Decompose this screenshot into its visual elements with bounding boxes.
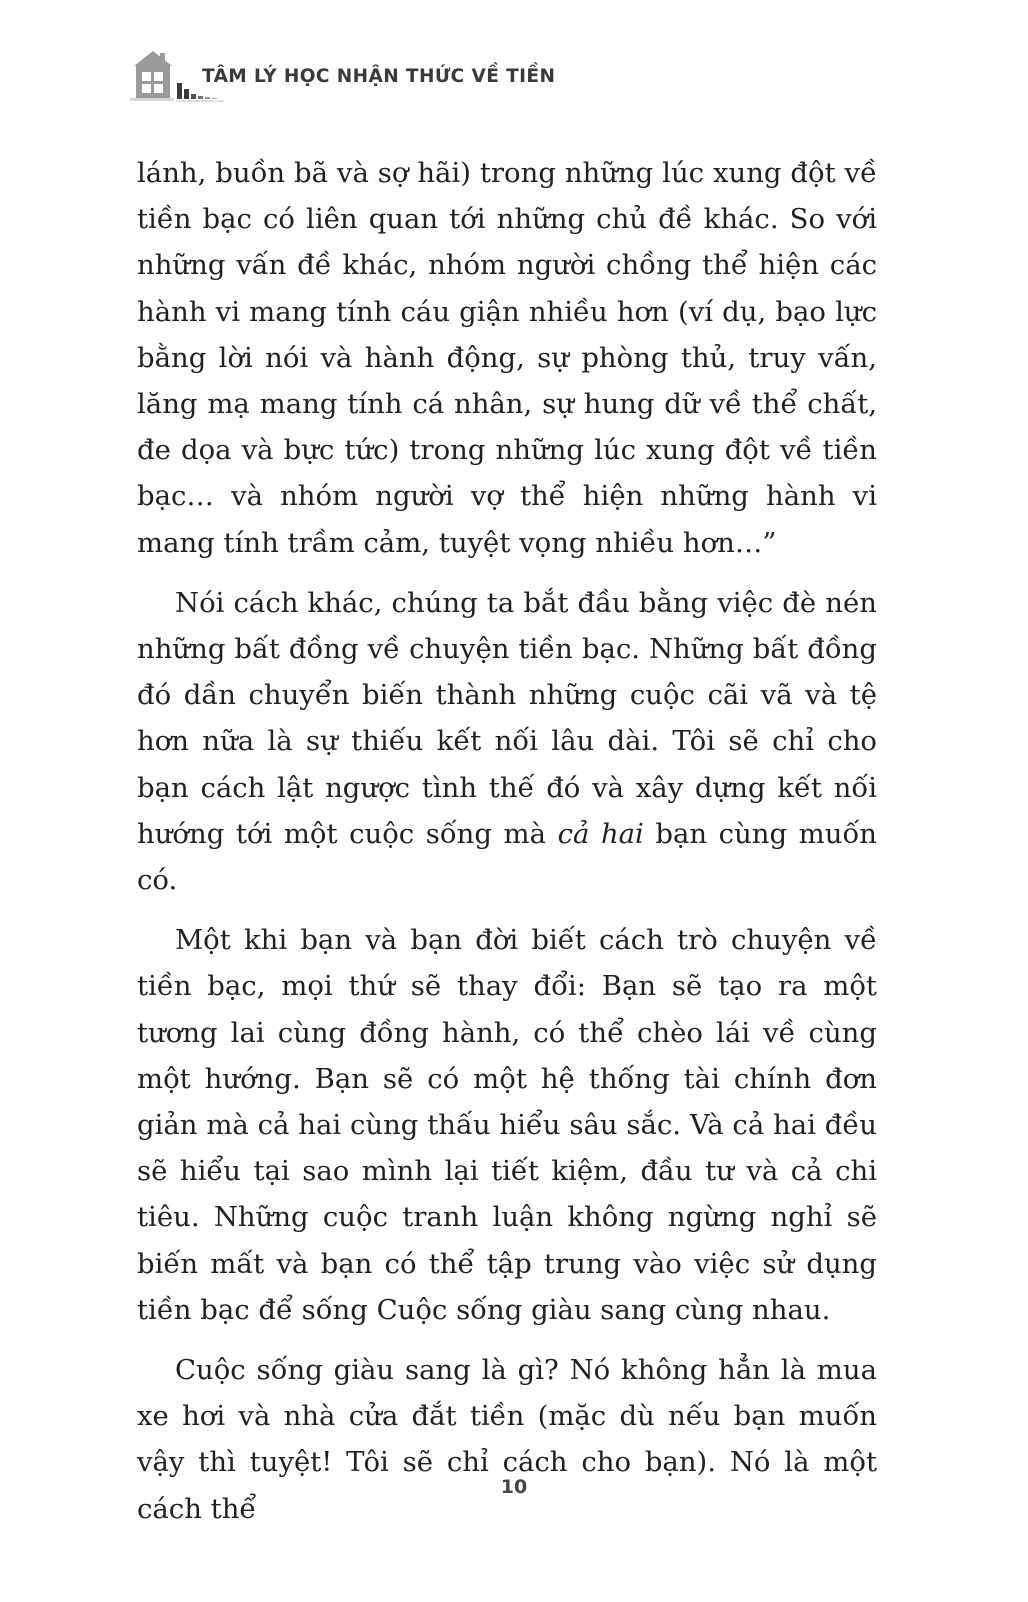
page-number: 10 bbox=[500, 1476, 528, 1498]
header-title: TÂM LÝ HỌC NHẬN THỨC VỀ TIỀN bbox=[202, 66, 556, 87]
paragraph-1: lánh, buồn bã và sợ hãi) trong những lúc xung đột về tiền bạc có liên quan tới những chủ đề khác. So với những vấn đề khác, nhóm người chồng thể hiện các hành vi mang tính cáu giận nhiều hơn (ví dụ, bạo lực bằng lời nói và hành động, sự phòng thủ, truy vấn, lăng mạ mang tính cá nhân, sự hung dữ về thể chất, đe dọa và bực tức) trong những lúc xung đột về tiền bạc… và nhóm người vợ thể hiện những hành vi mang tính trầm cảm, tuyệt vọng nhiều hơn…” bbox=[137, 157, 877, 559]
paragraph-2-start: Nói cách khác, chúng ta bắt đầu bằng việc đè nén những bất đồng về chuyện tiền bạc. Những bất đồng đó dần chuyển biến thành những cuộc cãi vã và tệ hơn nữa là sự thiếu kết nối lâu dài. Tôi sẽ chỉ cho bạn cách lật ngược tình thế đó và xây dựng kết nối hướng tới một cuộc sống mà bbox=[137, 586, 877, 850]
paragraph-2 bbox=[137, 580, 877, 903]
paragraph-2-end: bạn cùng muốn có. bbox=[137, 817, 878, 897]
body-text bbox=[137, 150, 877, 1546]
paragraph-3: Một khi bạn và bạn đời biết cách trò chuyện về tiền bạc, mọi thứ sẽ thay đổi: Bạn sẽ tạo ra một tương lai cùng đồng hành, có thể chèo lái về cùng một hướng. Bạn sẽ có một hệ thống tài chính đơn giản mà cả hai cùng thấu hiểu sâu sắc. Và cả hai đều sẽ hiểu tại sao mình lại tiết kiệm, đầu tư và cả chi tiêu. Những cuộc tranh luận không ngừng nghỉ sẽ biến mất và bạn có thể tập trung vào việc sử dụng tiền bạc để sống Cuộc sống giàu sang cùng nhau. bbox=[137, 924, 877, 1326]
running-header bbox=[130, 48, 556, 108]
paragraph-4: Cuộc sống giàu sang là gì? Nó không hẳn là mua xe hơi và nhà cửa đắt tiền (mặc dù nếu bạn muốn vậy thì tuyệt! Tôi sẽ chỉ cách cho bạn). Nó là một cách thể bbox=[137, 1354, 877, 1525]
emphasis-ca-hai: cả hai bbox=[557, 817, 644, 850]
